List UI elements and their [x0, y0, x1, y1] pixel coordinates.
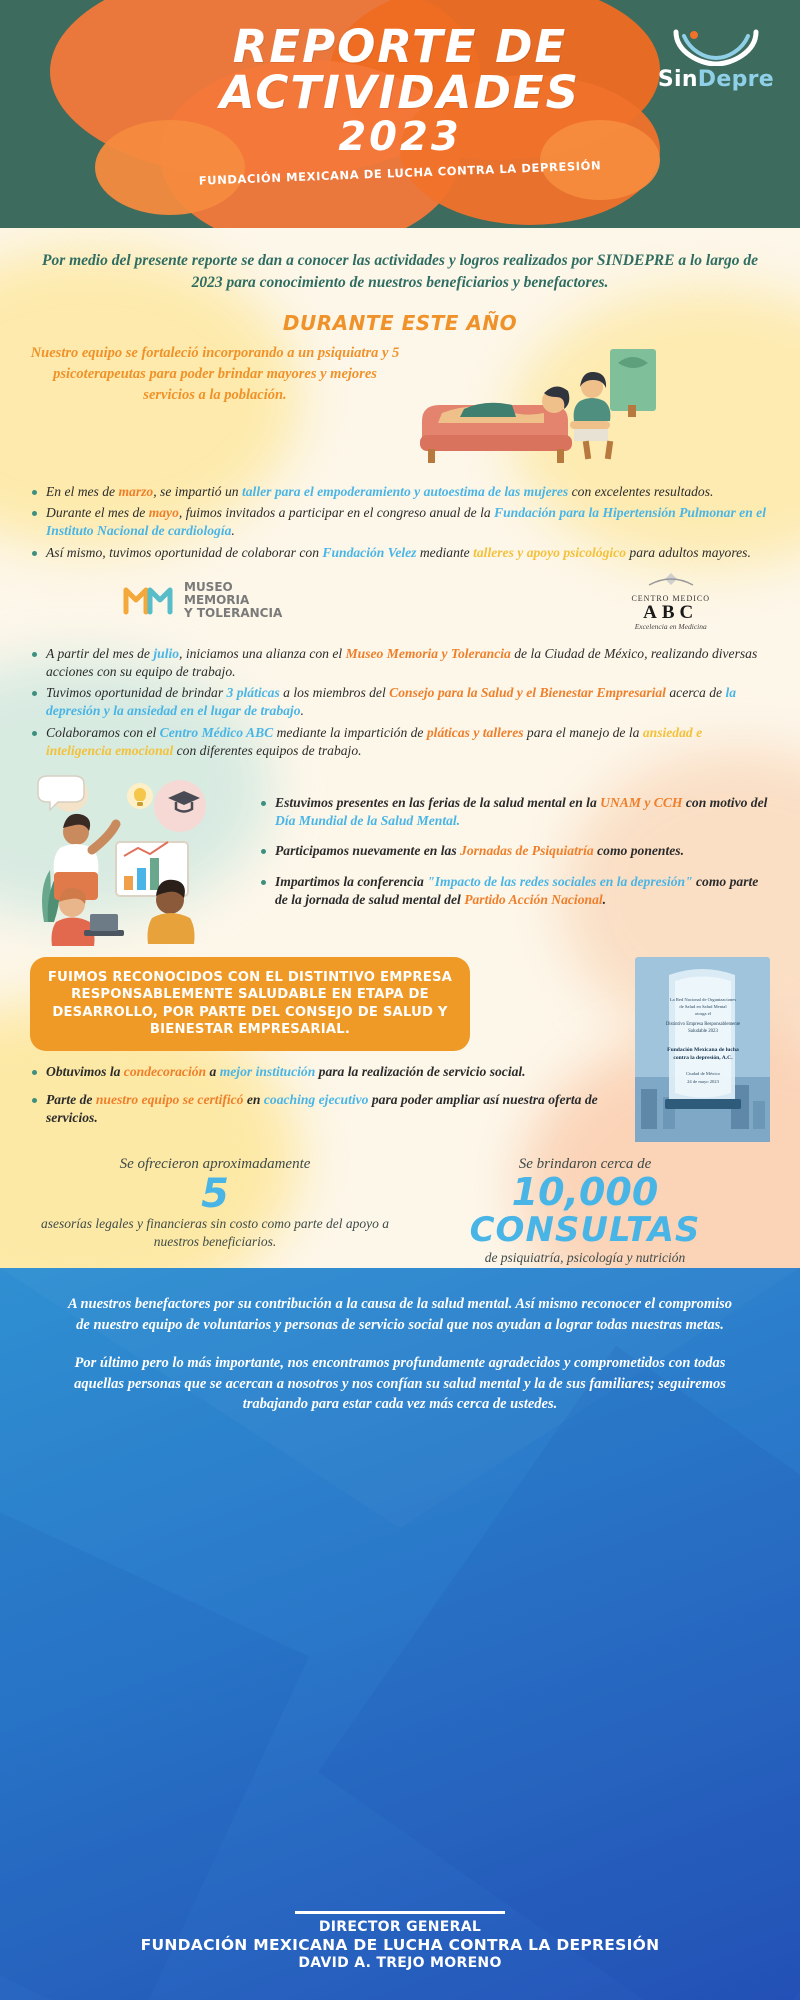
svg-text:24 de mayo 2023: 24 de mayo 2023 [687, 1078, 719, 1084]
stat-note: asesorías legales y financieras sin costo como parte del apoyo a nuestros beneficiarios. [41, 1215, 389, 1249]
stat-value-secondary: CONSULTAS [469, 1209, 701, 1250]
list-item: Tuvimos oportunidad de brindar 3 pláticas a los miembros del Consejo para la Salud y el Bienestar Empresarial acerca de la depresión y la ansiedad en el lugar de trabajo. [30, 684, 770, 720]
stat-note: de psiquiatría, psicología y nutrición [484, 1249, 686, 1265]
svg-text:Saludable 2023: Saludable 2023 [688, 1028, 718, 1034]
section1-lead: Nuestro equipo se fortaleció incorporando a un psiquiatra y 5 psicoterapeutas para poder brindar mayores y mejores servicios a la población. [30, 344, 400, 403]
bullets-group-1 [30, 483, 770, 562]
list-item: En el mes de marzo, se impartió un taller para el empoderamiento y autoestima de las mujeres con excelentes resultados. [30, 483, 770, 501]
museo-line3: Y TOLERANCIA [184, 606, 283, 621]
report-header [0, 0, 800, 228]
lead-row [30, 343, 770, 473]
logo-sin: Sin [657, 67, 698, 92]
list-item: Durante el mes de mayo, fuimos invitados a participar en el congreso anual de la Fundación para la Hipertensión Pulmonar en el Instituto Nacional de cardiología. [30, 504, 770, 540]
list-item: Parte de nuestro equipo se certificó en coaching ejecutivo para poder ampliar así nuestra oferta de servicios. [30, 1091, 621, 1127]
stat-asesorias [30, 1156, 400, 1266]
svg-text:Ciudad de México: Ciudad de México [686, 1070, 720, 1076]
list-item: Impartimos la conferencia "Impacto de las redes sociales en la depresión" como parte de la jornada de salud mental del Partido Acción Nacional. [259, 873, 770, 909]
award-banner: FUIMOS RECONOCIDOS CON EL DISTINTIVO EMPRESA RESPONSABLEMENTE SALUDABLE EN ETAPA DE DESARROLLO, POR PARTE DEL CONSEJO DE SALUD Y BIENESTAR EMPRESARIAL. [30, 957, 470, 1051]
logo-depre: Depre [697, 67, 774, 92]
footer-paragraph-2: Por último pero lo más importante, nos encontramos profundamente agradecidos y comprometidos con todas aquellas personas que se acercan a nosotros y nos confían su salud mental y la de sus familiares; seguiremos trabajando para estar cada vez más cerca de ustedes. [74, 1355, 726, 1413]
report-title-line2: ACTIVIDADES [219, 65, 581, 119]
svg-text:contra la depresión, A.C.: contra la depresión, A.C. [673, 1054, 733, 1061]
svg-text:Distintivo Empresa Responsable: Distintivo Empresa Responsablemente [665, 1021, 741, 1027]
svg-text:otorga el: otorga el [694, 1010, 712, 1016]
list-item: Colaboramos con el Centro Médico ABC mediante la impartición de pláticas y talleres para el manejo de la ansiedad e inteligencia emocional con diferentes equipos de trabajo. [30, 724, 770, 760]
award-plaque-photo [635, 957, 770, 1142]
report-subtitle: FUNDACIÓN MEXICANA DE LUCHA CONTRA LA DEPRESIÓN [198, 158, 602, 188]
hammock-icon [658, 26, 774, 71]
team-collaboration-illustration [30, 772, 245, 947]
stat-consultas [400, 1156, 770, 1266]
report-content [0, 228, 800, 1268]
abc-main-text: ABC [643, 601, 699, 623]
bullets-group-2 [30, 645, 770, 760]
sindepre-logo [658, 26, 774, 92]
museo-line2: MEMORIA [184, 593, 250, 608]
bullets-group-4 [30, 1063, 621, 1128]
svg-text:de Salud en Salud Mental: de Salud en Salud Mental [679, 1003, 727, 1009]
team-row [30, 768, 770, 947]
stat-label: Se brindaron cerca de [518, 1155, 652, 1172]
signature-line [295, 1911, 505, 1914]
sindepre-logo-text [658, 67, 774, 92]
signature-role: DIRECTOR GENERAL [318, 1918, 482, 1935]
abc-sub-text: Excelencia en Medicina [634, 621, 707, 631]
museo-memoria-tolerancia-logo [120, 578, 282, 623]
museo-logo-text [184, 581, 282, 621]
abc-crest-icon [645, 576, 697, 593]
section-title-durante-este-ano: DURANTE ESTE AÑO [282, 310, 518, 335]
centro-medico-abc-logo [631, 571, 710, 631]
intro-paragraph: Por medio del presente reporte se dan a conocer las actividades y logros realizados por SINDEPRE a lo largo de 2023 para conocimiento de nuestros beneficiarios y benefactores. [42, 252, 758, 292]
svg-text:Fundación Mexicana de lucha: Fundación Mexicana de lucha [667, 1046, 739, 1053]
bullets-group-3 [259, 794, 770, 912]
signature-name: DAVID A. TREJO MORENO [298, 1954, 502, 1971]
therapy-session-illustration [412, 343, 662, 473]
stat-value: 10,000 [511, 1169, 659, 1214]
partner-logos-strip [30, 565, 770, 635]
report-year: 2023 [338, 113, 462, 160]
signature-block [0, 1911, 800, 1972]
list-item: A partir del mes de julio, iniciamos una alianza con el Museo Memoria y Tolerancia de la Ciudad de México, realizando diversas acciones con su equipo de trabajo. [30, 645, 770, 681]
report-body [0, 228, 800, 1268]
signature-organization: FUNDACIÓN MEXICANA DE LUCHA CONTRA LA DEPRESIÓN [140, 1936, 660, 1955]
abc-top-text: CENTRO MEDICO [631, 593, 710, 603]
list-item: Así mismo, tuvimos oportunidad de colaborar con Fundación Velez mediante talleres y apoyo psicológico para adultos mayores. [30, 544, 770, 562]
stat-value: 5 [201, 1170, 229, 1217]
footer-paragraph-1: A nuestros benefactores por su contribución a la causa de la salud mental. Así mismo reconocer el compromiso de nuestro equipo de voluntarios y personas de servicio social que nos ayudan a lograr todas nuestras metas. [67, 1296, 733, 1333]
report-footer [0, 1268, 800, 2000]
stat-label: Se ofrecieron aproximadamente [119, 1155, 311, 1172]
list-item: Participamos nuevamente en las Jornadas de Psiquiatría como ponentes. [259, 842, 770, 860]
list-item: Estuvimos presentes en las ferias de la salud mental en la UNAM y CCH con motivo del Día Mundial de la Salud Mental. [259, 794, 770, 830]
stats-section [30, 1156, 770, 1266]
footer-text-block [0, 1268, 800, 1415]
award-row [30, 957, 770, 1142]
svg-text:La Red Nacional de Organizacio: La Red Nacional de Organizaciones [669, 996, 737, 1002]
museo-line1: MUSEO [184, 579, 233, 594]
list-item: Obtuvimos la condecoración a mejor institución para la realización de servicio social. [30, 1063, 621, 1081]
report-title-line1: REPORTE DE [232, 20, 568, 73]
museo-icon [120, 578, 176, 623]
